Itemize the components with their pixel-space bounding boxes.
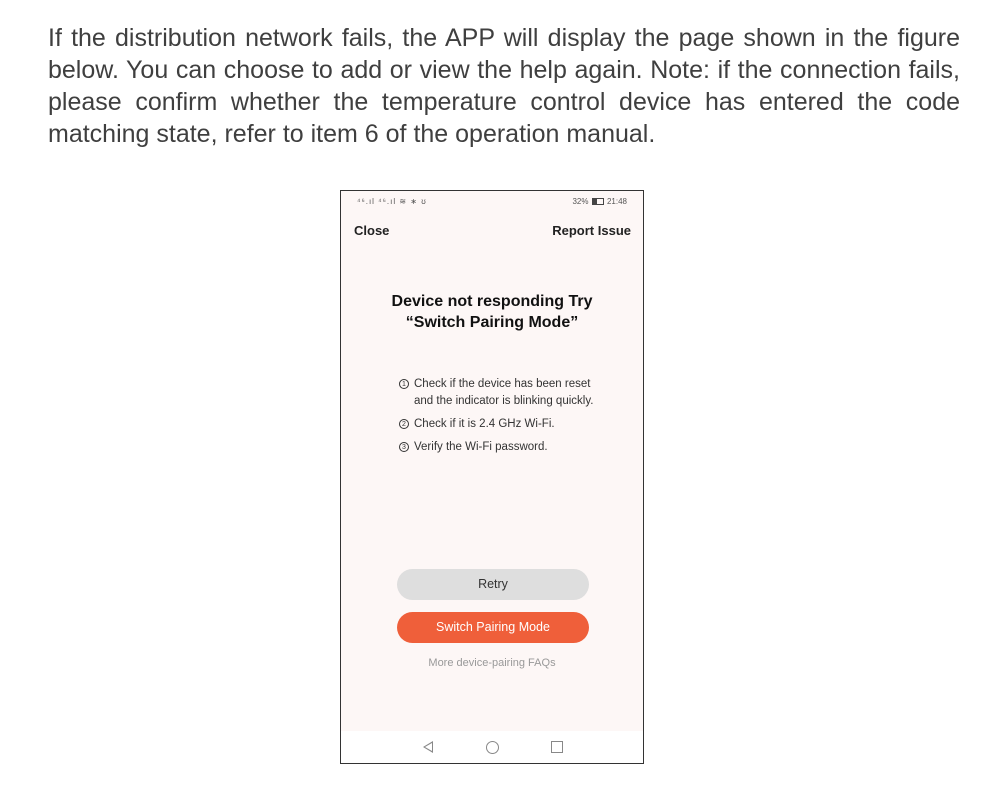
faq-link[interactable]: More device-pairing FAQs xyxy=(428,657,556,669)
list-item xyxy=(399,416,599,433)
instruction-paragraph: If the distribution network fails, the APP will display the page shown in the figure below. You can choose to add or view the help again. Note: if the connection fails, please confirm whether the temperature control device has entered the code matching state, refer to item 6 of the operation manual. xyxy=(48,24,960,148)
battery-percent: 32% xyxy=(572,197,589,206)
circled-number-icon: 1 xyxy=(399,379,409,389)
list-item xyxy=(399,376,599,410)
status-right xyxy=(572,197,627,206)
back-icon[interactable] xyxy=(423,741,433,753)
status-bar xyxy=(341,191,643,211)
retry-button[interactable]: Retry xyxy=(397,569,589,600)
report-issue-button[interactable]: Report Issue xyxy=(552,223,631,238)
circled-number-icon: 2 xyxy=(399,419,409,429)
circled-number-icon: 3 xyxy=(399,442,409,452)
check-text: Check if the device has been reset and the indicator is blinking quickly. xyxy=(414,378,594,407)
navigation-bar xyxy=(341,731,643,763)
switch-pairing-mode-button[interactable]: Switch Pairing Mode xyxy=(397,612,589,643)
page-title: Device not responding Try “Switch Pairing Mode” xyxy=(391,293,593,331)
phone-screenshot xyxy=(340,190,644,764)
signal-icons: ⁴⁶.ıl ⁴⁶.ıl ≋ ∗ ʊ xyxy=(357,197,427,206)
recent-apps-icon[interactable] xyxy=(551,741,563,753)
check-text: Check if it is 2.4 GHz Wi-Fi. xyxy=(414,418,555,430)
checklist xyxy=(399,376,599,462)
list-item xyxy=(399,439,599,456)
home-icon[interactable] xyxy=(486,741,499,754)
battery-icon xyxy=(592,198,604,205)
close-button[interactable]: Close xyxy=(354,223,390,238)
clock: 21:48 xyxy=(606,197,627,206)
top-bar xyxy=(341,219,643,241)
check-text: Verify the Wi-Fi password. xyxy=(414,441,548,453)
